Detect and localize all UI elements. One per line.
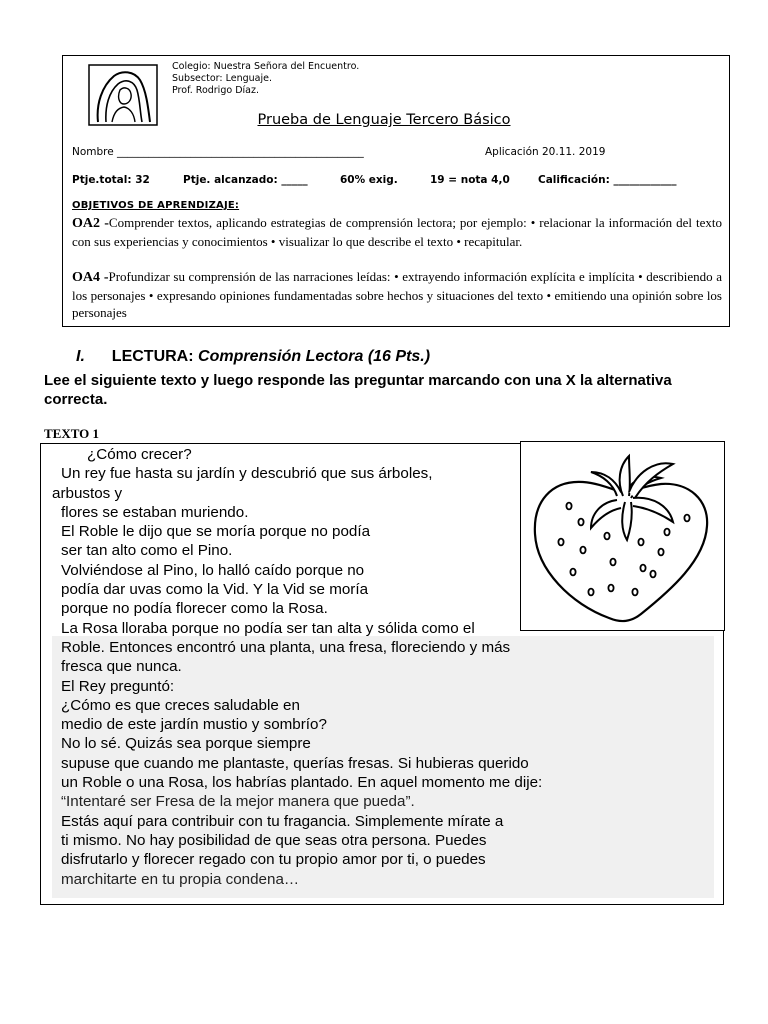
oa4-label: OA4 - [72, 270, 109, 285]
name-field: Nombre _______________________________________________ [72, 146, 364, 158]
story-line: ¿Cómo es que creces saludable en [61, 696, 300, 714]
story-line: ser tan alto como el Pino. [61, 542, 233, 560]
story-line: supuse que cuando me plantaste, querías fresas. Si hubieras querido [61, 754, 529, 772]
story-line: “Intentaré ser Fresa de la mejor manera que pueda”. [61, 793, 415, 811]
section-number: I. [76, 348, 85, 365]
section-title [76, 348, 430, 366]
oa2-text: Comprender textos, aplicando estrategias de comprensión lectora; por ejemplo: • relacionar la información del texto con sus experiencias y conocimientos • visualizar lo que describe el texto • recapitular. [72, 215, 722, 249]
story-line: disfrutarlo y florecer regado con tu propio amor por ti, o puedes [61, 851, 486, 869]
subsector: Subsector: Lenguaje. [172, 73, 272, 84]
story-line: medio de este jardín mustio y sombrío? [61, 716, 327, 734]
objectives-heading: OBJETIVOS DE APRENDIZAJE: [72, 200, 240, 211]
objective-oa2 [72, 214, 722, 250]
story-line: flores se estaban muriendo. [61, 503, 249, 521]
story-line: La Rosa lloraba porque no podía ser tan alta y sólida como el [61, 619, 475, 637]
total-score: Ptje.total: 32 [72, 174, 150, 186]
passing-grade: 19 = nota 4,0 [430, 174, 510, 186]
oa4-text: Profundizar su comprensión de las narraciones leídas: • extrayendo información explícita e implícita • describiendo a los personajes • expresando opiniones fundamentadas sobre hechos y situaciones del texto • emitiendo una opinión sobre los personajes [72, 269, 722, 320]
story-line: Roble. Entonces encontró una planta, una fresa, floreciendo y más [61, 638, 511, 656]
story-line: No lo sé. Quizás sea porque siempre [61, 735, 311, 753]
teacher: Prof. Rodrigo Díaz. [172, 85, 259, 96]
story-line: marchitarte en tu propia condena… [61, 870, 300, 888]
story-line: ¿Cómo crecer? [87, 446, 192, 463]
story-line: Estás aquí para contribuir con tu fragancia. Simplemente mírate a [61, 812, 504, 830]
oa2-label: OA2 - [72, 216, 109, 231]
section-subtitle: Comprensión Lectora (16 Pts.) [198, 348, 431, 365]
test-title: Prueba de Lenguaje Tercero Básico [257, 112, 511, 128]
section-name: LECTURA: [111, 348, 194, 365]
grade-field: Calificación: ____________ [538, 174, 677, 186]
story-line: arbustos y [52, 484, 123, 502]
story-line: El Rey preguntó: [61, 677, 175, 695]
story-line: podía dar uvas como la Vid. Y la Vid se moría [61, 581, 369, 599]
story-line: porque no podía florecer como la Rosa. [61, 600, 328, 618]
story-text [52, 445, 543, 889]
story-line: Volviéndose al Pino, lo halló caído porque no [61, 561, 365, 579]
exigency: 60% exig. [340, 174, 398, 186]
instructions [44, 371, 724, 409]
instructions-text: Lee el siguiente texto y luego responde las preguntar marcando con una X la alternativa correcta. [44, 372, 672, 408]
strawberry-icon [521, 442, 724, 630]
strawberry-illustration [520, 441, 725, 631]
achieved-score: Ptje. alcanzado: _____ [183, 174, 308, 186]
story-line: ti mismo. No hay posibilidad de que seas otra persona. Puedes [61, 831, 487, 849]
objective-oa4 [72, 268, 722, 322]
story-line: fresca que nunca. [61, 658, 182, 676]
school-name: Colegio: Nuestra Señora del Encuentro. [172, 61, 360, 72]
story-line: Un rey fue hasta su jardín y descubrió que sus árboles, [61, 465, 433, 483]
story-line: El Roble le dijo que se moría porque no podía [61, 523, 371, 541]
application-date: Aplicación 20.11. 2019 [485, 146, 606, 158]
text1-label: TEXTO 1 [44, 426, 100, 441]
story-line: un Roble o una Rosa, los habrías plantado. En aquel momento me dije: [61, 774, 543, 792]
